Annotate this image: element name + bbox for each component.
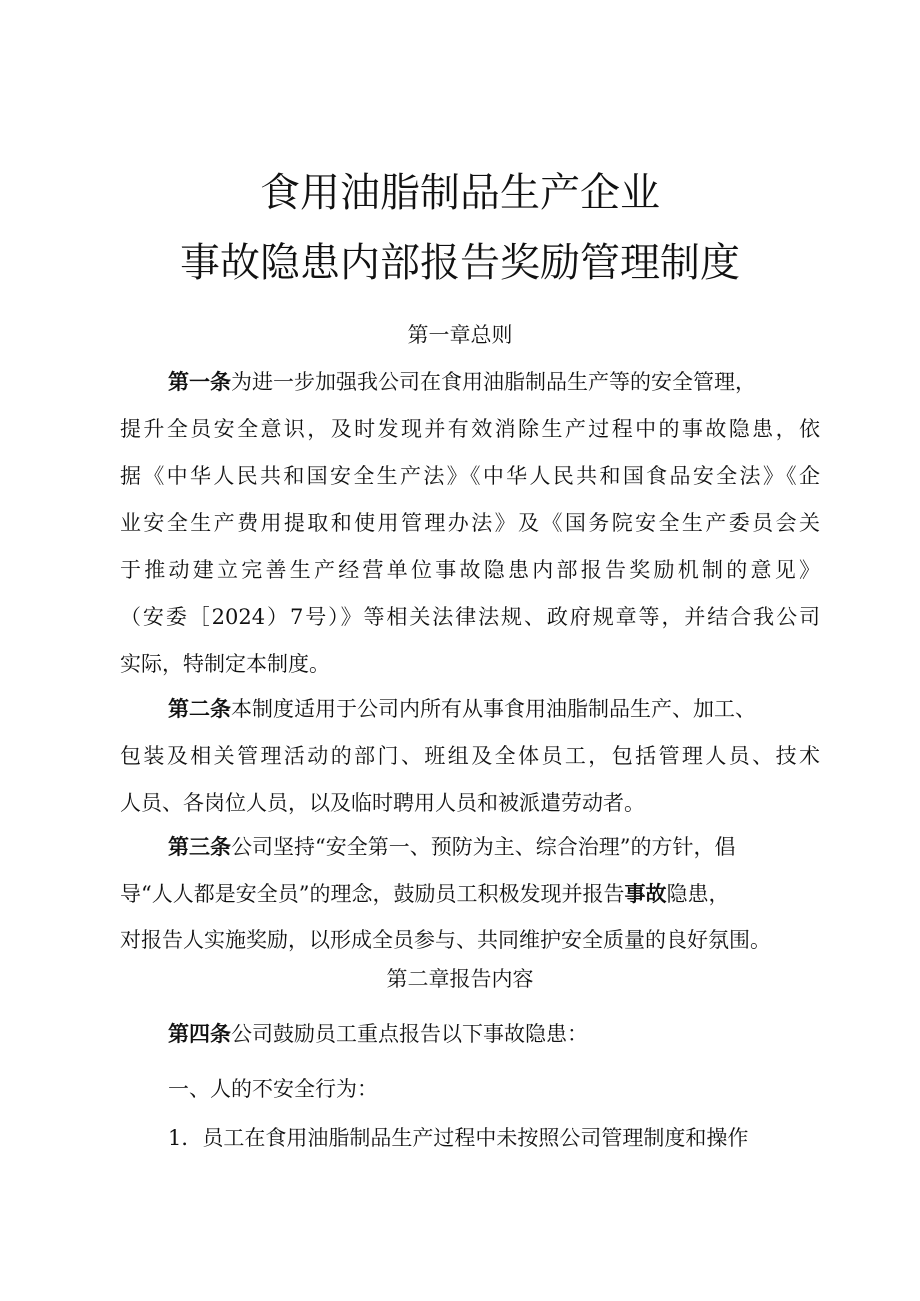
- chapter-2-heading: 第二章报告内容: [386, 967, 534, 991]
- article-1-line-6: （安委［2024）7号）》等相关法律法规、政府规章等，并结合我公司: [120, 605, 820, 629]
- article-3-line-3: 对报告人实施奖励，以形成全员参与、共同维护安全质量的良好氛围。: [120, 928, 771, 952]
- article-3-line-1: [168, 834, 820, 860]
- article-3-text-2-tail: 隐患，: [666, 882, 730, 906]
- article-1-label: 第一条: [168, 370, 231, 394]
- article-4-label: 第四条: [168, 1022, 231, 1046]
- article-3-line-2: [120, 881, 820, 907]
- article-2-line-2: 包装及相关管理活动的部门、班组及全体员工，包括管理人员、技术: [120, 744, 820, 768]
- article-1-text-1: 为进一步加强我公司在食用油脂制品生产等的安全管理，: [231, 370, 756, 394]
- chapter-1-heading: 第一章总则: [407, 323, 513, 347]
- article-2-label: 第二条: [168, 697, 231, 721]
- article-1-line-1: [168, 369, 820, 395]
- article-3-bold-word: 事故: [624, 882, 667, 906]
- article-2-text-1: 本制度适用于公司内所有从事食用油脂制品生产、加工、: [231, 697, 756, 721]
- document-title-line-2: 事故隐患内部报告奖励管理制度: [180, 240, 740, 286]
- article-4-text: 公司鼓励员工重点报告以下事故隐患：: [231, 1022, 588, 1046]
- article-3-label: 第三条: [168, 835, 231, 859]
- item-1-line-1: 1．员工在食用油脂制品生产过程中未按照公司管理制度和操作: [168, 1126, 749, 1150]
- article-1-line-2: 提升全员安全意识，及时发现并有效消除生产过程中的事故隐患，依: [120, 417, 820, 441]
- article-1-line-3: 据《中华人民共和国安全生产法》《中华人民共和国食品安全法》《企: [120, 464, 820, 488]
- document-title-line-1: 食用油脂制品生产企业: [260, 170, 660, 216]
- article-4-line-1: [168, 1021, 820, 1047]
- article-1-line-5: 于推动建立完善生产经营单位事故隐患内部报告奖励机制的意见》: [120, 558, 820, 582]
- article-1-line-4: 业安全生产费用提取和使用管理办法》及《国务院安全生产委员会关: [120, 511, 820, 535]
- article-3-text-2: 导“人人都是安全员”的理念，鼓励员工积极发现并报告: [120, 882, 625, 906]
- article-2-line-1: [168, 696, 820, 722]
- article-3-text-1: 公司坚持“安全第一、预防为主、综合治理”的方针，倡: [231, 835, 736, 859]
- article-2-line-3: 人员、各岗位人员，以及临时聘用人员和被派遣劳动者。: [120, 791, 645, 815]
- section-1-heading: 一、人的不安全行为：: [168, 1077, 378, 1101]
- article-1-line-7: 实际，特制定本制度。: [120, 652, 330, 676]
